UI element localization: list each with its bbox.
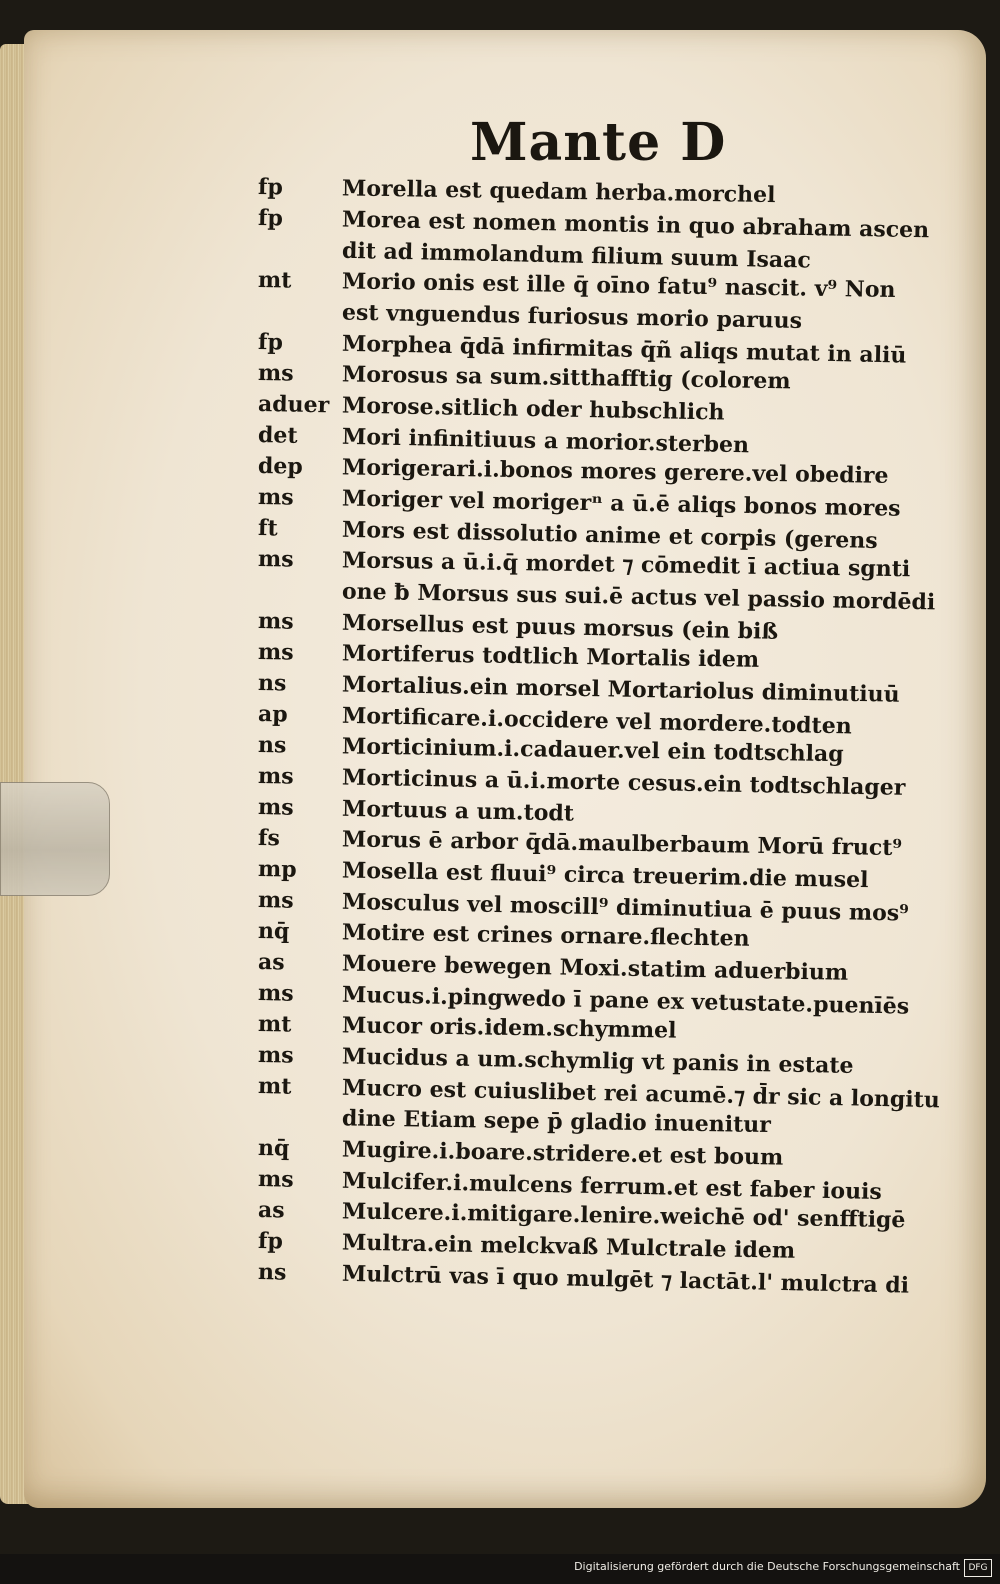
- grammar-tag: mt: [257, 267, 292, 294]
- grammar-tag: mt: [257, 1073, 292, 1100]
- entry-text: Mosculus vel moscill⁹ diminutiua ē puus mos⁹: [341, 888, 910, 927]
- page-clip: [0, 782, 110, 896]
- grammar-tag: as: [257, 1197, 285, 1224]
- grammar-tag: ms: [257, 1166, 294, 1193]
- grammar-tag: mp: [257, 856, 297, 883]
- grammar-tag: ms: [257, 794, 294, 821]
- dictionary-entries: [257, 172, 968, 1299]
- grammar-tag: ms: [257, 639, 294, 666]
- grammar-tag: ms: [257, 980, 294, 1007]
- entry-text: Mortiferus todtlich Mortalis idem: [341, 640, 760, 673]
- grammar-tag: det: [257, 422, 298, 449]
- grammar-tag: ns: [257, 670, 287, 697]
- entry-text: Mouere bewegen Moxi.statim aduerbium: [341, 950, 849, 986]
- grammar-tag: ms: [257, 763, 294, 790]
- entry-text: Mori infinitiuus a morior.sterben: [341, 423, 750, 459]
- page-title: Mante D: [470, 112, 727, 173]
- grammar-tag: ms: [257, 887, 294, 914]
- entry-text: Mucidus a um.schymlig vt panis in estate: [341, 1043, 854, 1079]
- grammar-tag: ns: [257, 732, 287, 759]
- grammar-tag: fp: [257, 1228, 284, 1255]
- grammar-tag: nq̄: [257, 1135, 290, 1162]
- grammar-tag: ft: [257, 515, 278, 542]
- grammar-tag: ms: [257, 546, 294, 573]
- entry-text: Mulcifer.i.mulcens ferrum.et est faber iouis: [341, 1167, 883, 1206]
- entry-text: Morticinium.i.cadauer.vel ein todtschlag: [341, 733, 844, 768]
- entry-text: Mugire.i.boare.stridere.et est boum: [341, 1136, 784, 1171]
- grammar-tag: nq̄: [257, 918, 290, 945]
- grammar-tag: fp: [257, 329, 284, 356]
- grammar-tag: mt: [257, 1011, 292, 1038]
- entry-text: Morus ē arbor q̄dā.maulberbaum Morū fruct⁹: [341, 826, 903, 862]
- entry-text: dine Etiam sepe p̄ gladio inuenitur: [341, 1105, 772, 1139]
- grammar-tag: dep: [257, 453, 303, 480]
- entry-text: Morio onis est ille q̄ oīno fatu⁹ nascit. v⁹ Non: [341, 268, 896, 304]
- entry-text: Motire est crines ornare.flechten: [341, 919, 750, 952]
- grammar-tag: fs: [257, 825, 281, 852]
- entry-text: Morella est quedam herba.morchel: [341, 175, 776, 209]
- entry-text: Morose.sitlich oder hubschlich: [341, 392, 725, 426]
- entry-text: Morphea q̄dā infirmitas q̄ñ aliqs mutat in aliū: [341, 330, 907, 369]
- grammar-tag: [258, 1102, 336, 1103]
- entry-text: est vnguendus furiosus morio paruus: [341, 299, 803, 334]
- entry-text: Mucus.i.pingwedo ī pane ex vetustate.puenīēs: [341, 981, 910, 1020]
- grammar-tag: ms: [257, 608, 294, 635]
- entry-text: Moriger vel morigerⁿ a ū.ē aliqs bonos mores: [341, 485, 901, 522]
- entry-text: Mulcere.i.mitigare.lenire.weichē od' senfftigē: [341, 1198, 906, 1234]
- grammar-tag: as: [257, 949, 285, 976]
- grammar-tag: ms: [257, 484, 294, 511]
- entry-text: Morigerari.i.bonos mores gerere.vel obedire: [341, 454, 889, 489]
- entry-text: Morticinus a ū.i.morte cesus.ein todtschlager: [341, 764, 906, 801]
- grammar-tag: aduer: [257, 391, 330, 419]
- grammar-tag: ms: [257, 360, 294, 387]
- entry-text: Mulctrū vas ī quo mulgēt ⁊ lactāt.l' mulctra di: [341, 1260, 910, 1299]
- entry-text: Morsus a ū.i.q̄ mordet ⁊ cōmedit ī actiua sgnti: [341, 547, 911, 583]
- entry-text: Mortalius.ein morsel Mortariolus diminutiuū: [341, 671, 900, 708]
- entry-text: Mucor oris.idem.schymmel: [341, 1012, 677, 1044]
- entry-text: Mortuus a um.todt: [341, 795, 575, 827]
- entry-text: dit ad immolandum filium suum Isaac: [341, 237, 812, 274]
- entry-text: Mortificare.i.occidere vel mordere.todten: [341, 702, 852, 740]
- grammar-tag: ms: [257, 1042, 294, 1069]
- footer-credit: Digitalisierung gefördert durch die Deutsche Forschungsgemeinschaft: [574, 1560, 960, 1573]
- entry-text: Mucro est cuiuslibet rei acumē.⁊ d̄r sic a longitu: [341, 1074, 941, 1114]
- grammar-tag: ns: [257, 1259, 287, 1286]
- footer-bar: [0, 1554, 1000, 1584]
- entry-text: Multra.ein melckvaß Mulctrale idem: [341, 1229, 796, 1264]
- entry-text: Mosella est fluui⁹ circa treuerim.die musel: [341, 857, 869, 894]
- entry-text: Morea est nomen montis in quo abraham ascen: [341, 206, 930, 244]
- entry-text: Morosus sa sum.sitthafftig (colorem: [341, 361, 791, 395]
- entry-text: Morsellus est puus morsus (ein biß: [341, 609, 779, 645]
- grammar-tag: fp: [257, 205, 284, 232]
- dfg-logo: DFG: [964, 1559, 992, 1577]
- grammar-tag: fp: [257, 174, 284, 201]
- grammar-tag: ap: [257, 701, 288, 728]
- entry-text: Mors est dissolutio anime et corpis (gerens: [341, 516, 878, 554]
- entry-text: one ƀ Morsus sus sui.ē actus vel passio mordēdi: [341, 578, 936, 616]
